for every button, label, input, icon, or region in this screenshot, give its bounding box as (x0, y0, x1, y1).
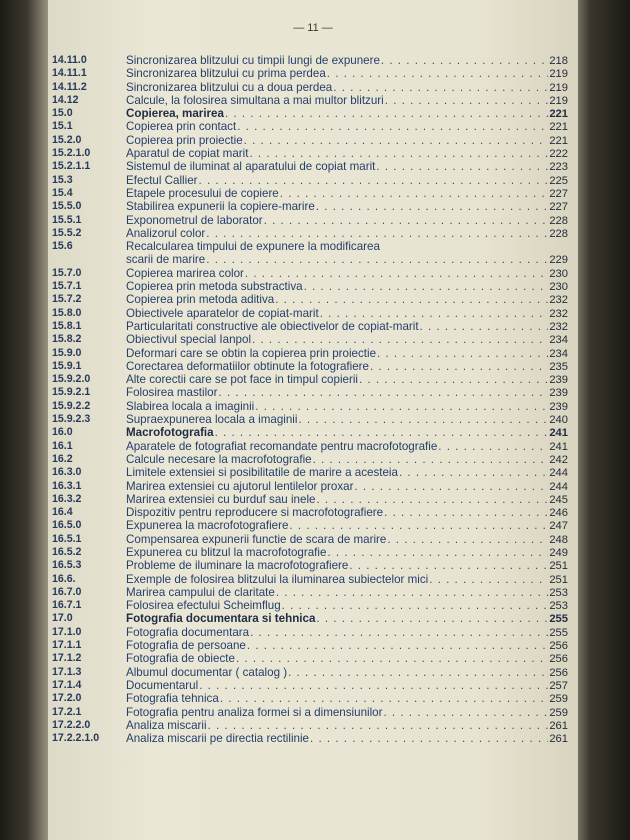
page-number: 259 (549, 706, 568, 719)
section-number: 15.9.2.1 (52, 386, 91, 399)
section-number: 14.11.2 (52, 80, 87, 93)
dot-leader (327, 67, 549, 80)
section-title: Sincronizarea blitzului cu a doua perdea (126, 80, 333, 94)
section-number: 17.1.4 (52, 678, 82, 691)
section-number: 15.7.0 (52, 266, 82, 279)
toc-entry (52, 533, 568, 546)
toc-entry (52, 120, 568, 133)
toc-entry (52, 214, 568, 227)
toc-entry (52, 307, 568, 320)
section-number: 15.2.1.0 (52, 147, 91, 160)
toc-entry (52, 519, 568, 532)
page-number: 221 (549, 121, 568, 134)
toc-entry (52, 147, 568, 160)
section-title: Copierea marirea color (126, 266, 244, 280)
toc-entry (52, 599, 568, 612)
toc-entry (52, 652, 568, 665)
page-number: 248 (549, 533, 568, 546)
page-number: 219 (549, 68, 568, 81)
section-number: 15.2.1.1 (52, 160, 91, 173)
dot-leader (316, 200, 549, 213)
section-title: Dispozitiv pentru reproducere si macrofotografiere (126, 506, 384, 520)
section-title: Deformari care se obtin la copierea prin proiectie (126, 346, 377, 360)
page-number: 241 (549, 427, 568, 440)
toc-entry (52, 480, 568, 493)
dot-leader (298, 413, 548, 426)
toc-entry (52, 227, 568, 240)
section-title: Documentarul (126, 678, 199, 692)
toc-entry (52, 639, 568, 652)
dot-leader (250, 626, 548, 639)
page-number: 221 (549, 134, 568, 147)
section-number: 15.5.2 (52, 226, 82, 239)
section-number: 16.3.2 (52, 492, 82, 505)
page-number: 222 (549, 148, 568, 161)
section-title: Probleme de iluminare la macrofotografiere (126, 559, 349, 573)
section-title: Corectarea deformatiilor obtinute la fotografiere (126, 359, 369, 373)
section-title: Copierea prin contact (126, 120, 237, 134)
page-number: 239 (549, 400, 568, 413)
dot-leader (304, 280, 549, 293)
section-title: Sincronizarea blitzului cu prima perdea (126, 67, 326, 81)
page-number: 240 (549, 414, 568, 427)
toc-entry (52, 94, 568, 107)
dot-leader (370, 360, 548, 373)
section-title: Exponometrul de laborator (126, 213, 263, 227)
page-number: 227 (549, 201, 568, 214)
section-number: 16.3.0 (52, 466, 82, 479)
dot-leader (438, 440, 548, 453)
book-page (48, 0, 578, 840)
section-title-continued: scarii de marire (126, 253, 206, 267)
toc-entry (52, 559, 568, 572)
page-number: 244 (549, 467, 568, 480)
section-number: 15.4 (52, 186, 73, 199)
section-number: 15.7.1 (52, 280, 82, 293)
page-number: 225 (549, 174, 568, 187)
section-number: 16.4 (52, 506, 73, 519)
dot-leader (316, 612, 548, 625)
section-title: Macrofotografia (126, 426, 214, 440)
dot-leader (255, 400, 548, 413)
dot-leader (252, 333, 548, 346)
dot-leader (333, 81, 548, 94)
toc-entry (52, 466, 568, 479)
dot-leader (215, 426, 549, 439)
dot-leader (275, 293, 548, 306)
dot-leader (377, 347, 548, 360)
section-title: Fotografia documentara (126, 625, 250, 639)
section-number: 16.0 (52, 426, 73, 439)
dot-leader (206, 253, 548, 266)
section-title: Analizorul color (126, 226, 206, 240)
dot-leader (247, 639, 548, 652)
page-number: 251 (549, 560, 568, 573)
page-number: 255 (549, 613, 568, 626)
page-number: 239 (549, 374, 568, 387)
page-number: 251 (549, 573, 568, 586)
section-number: 15.9.1 (52, 359, 82, 372)
section-title: Analiza miscarii pe directia rectilinie (126, 732, 309, 746)
section-number: 15.1 (52, 120, 73, 133)
section-title: Calcule necesare la macrofotografie (126, 452, 312, 466)
section-title: Copierea prin metoda aditiva (126, 293, 275, 307)
dot-leader (320, 307, 549, 320)
section-title: Copierea prin metoda substractiva (126, 280, 303, 294)
page-number: 239 (549, 387, 568, 400)
page-number: 261 (549, 733, 568, 746)
section-title: Albumul documentar ( catalog ) (126, 665, 288, 679)
section-title: Expunerea la macrofotografiere (126, 519, 289, 533)
page-number: 256 (549, 653, 568, 666)
page-number: 219 (549, 94, 568, 107)
page-number: 249 (549, 546, 568, 559)
toc-entry (52, 706, 568, 719)
section-title: Analiza miscarii (126, 718, 207, 732)
section-number: 15.9.2.0 (52, 373, 91, 386)
toc-entry (52, 426, 568, 439)
toc-entry (52, 67, 568, 80)
page-number: 245 (549, 493, 568, 506)
section-number: 16.3.1 (52, 479, 82, 492)
section-number: 16.1 (52, 439, 73, 452)
page-number: 232 (549, 307, 568, 320)
toc-entry (52, 626, 568, 639)
toc-entry (52, 440, 568, 453)
section-number: 16.5.3 (52, 559, 82, 572)
section-title: Particularitati constructive ale obiectivelor de copiat-marit (126, 319, 419, 333)
section-number: 16.5.0 (52, 519, 82, 532)
section-number: 15.9.2.2 (52, 399, 91, 412)
page-number: 228 (549, 227, 568, 240)
section-title: Obiectivul special Ianpol (126, 333, 252, 347)
toc-entry (52, 174, 568, 187)
section-number: 15.6 (52, 240, 73, 253)
page-number: 256 (549, 640, 568, 653)
dot-leader (219, 386, 549, 399)
page-number: 234 (549, 334, 568, 347)
toc-entry (52, 373, 568, 386)
toc-entry (52, 320, 568, 333)
section-title: Fotografia pentru analiza formei si a dimensiunilor (126, 705, 383, 719)
dot-leader (383, 706, 548, 719)
section-title: Fotografia de obiecte (126, 652, 235, 666)
section-title: Obiectivele aparatelor de copiat-marit (126, 306, 319, 320)
dot-leader (220, 692, 549, 705)
toc-entry (52, 400, 568, 413)
dot-leader (225, 107, 548, 120)
section-title: Copierea, marirea (126, 107, 224, 121)
section-number: 17.1.2 (52, 652, 82, 665)
dot-leader (237, 120, 548, 133)
dot-leader (313, 453, 549, 466)
page-number: 230 (549, 281, 568, 294)
section-title: Marirea extensiei cu ajutorul lentilelor proxar (126, 479, 354, 493)
section-title: Expunerea cu blitzul la macrofotografie (126, 545, 327, 559)
section-title: Calcule, la folosirea simultana a mai multor blitzuri (126, 93, 384, 107)
toc-entry (52, 546, 568, 559)
page-number: 257 (549, 679, 568, 692)
section-title: Sistemul de iluminat al aparatului de copiat marit (126, 160, 376, 174)
section-number: 17.2.1 (52, 705, 82, 718)
toc-entry (52, 679, 568, 692)
section-number: 15.8.2 (52, 333, 82, 346)
section-number: 14.11.0 (52, 54, 87, 66)
dot-leader (359, 373, 548, 386)
page-number: 244 (549, 480, 568, 493)
section-title: Marirea extensiei cu burduf sau inele (126, 492, 316, 506)
section-number: 15.9.2.3 (52, 413, 91, 426)
dot-leader (399, 466, 548, 479)
dot-leader (420, 320, 549, 333)
dot-leader (208, 719, 549, 732)
dot-leader (354, 480, 548, 493)
toc-entry (52, 612, 568, 625)
toc-entry (52, 692, 568, 705)
page-number: 227 (549, 187, 568, 200)
section-title: Folosirea efectului Scheimflug (126, 599, 281, 613)
toc-entry (52, 360, 568, 373)
toc-entry (52, 719, 568, 732)
page-number: 253 (549, 600, 568, 613)
dot-leader (206, 227, 548, 240)
section-title: Efectul Callier (126, 173, 198, 187)
toc-entry (52, 347, 568, 360)
dot-leader (310, 732, 548, 745)
section-title: Fotografia tehnica (126, 692, 219, 706)
dot-leader (376, 160, 548, 173)
section-number: 16.7.0 (52, 585, 82, 598)
section-number: 16.6. (52, 572, 76, 585)
section-number: 15.5.0 (52, 200, 82, 213)
page-number: 230 (549, 267, 568, 280)
section-number: 16.5.2 (52, 545, 82, 558)
dot-leader (264, 214, 549, 227)
section-number: 14.11.1 (52, 67, 87, 80)
toc-entry (52, 586, 568, 599)
toc-entry (52, 333, 568, 346)
toc-entry (52, 386, 568, 399)
toc-entry (52, 160, 568, 173)
dot-leader (282, 599, 549, 612)
section-title: Marirea campului de claritate (126, 585, 275, 599)
dot-leader (387, 533, 548, 546)
page-number: 247 (549, 520, 568, 533)
dot-leader (289, 519, 548, 532)
section-number: 15.3 (52, 173, 73, 186)
toc-entry (52, 573, 568, 586)
page-number: 221 (549, 108, 568, 121)
section-number: 16.7.1 (52, 599, 82, 612)
section-title: Fotografia de persoane (126, 639, 246, 653)
toc-entry (52, 453, 568, 466)
toc-entry (52, 293, 568, 306)
toc-entry (52, 506, 568, 519)
toc-entry (52, 107, 568, 120)
section-title: Supraexpunerea locala a imaginii (126, 413, 298, 427)
dot-leader (280, 187, 549, 200)
section-number: 17.0 (52, 612, 73, 625)
section-number: 17.2.2.0 (52, 718, 91, 731)
page-number: 253 (549, 586, 568, 599)
dot-leader (327, 546, 548, 559)
dot-leader (249, 147, 548, 160)
dot-leader (276, 586, 548, 599)
page-number: 261 (549, 719, 568, 732)
section-title: Slabirea locala a imaginii (126, 399, 255, 413)
dot-leader (349, 559, 548, 572)
dot-leader (245, 267, 548, 280)
dot-leader (385, 94, 549, 107)
toc-entry (52, 413, 568, 426)
section-number: 15.8.0 (52, 306, 82, 319)
table-of-contents (52, 54, 568, 745)
section-number: 17.2.2.1.0 (52, 732, 100, 745)
section-number: 15.5.1 (52, 213, 82, 226)
dot-leader (244, 134, 549, 147)
dot-leader (381, 54, 548, 67)
section-title: Limitele extensiei si posibilitatile de marire a acesteia (126, 466, 398, 480)
page-number: 219 (549, 81, 568, 94)
page-number: 255 (549, 626, 568, 639)
page-number: 223 (549, 161, 568, 174)
toc-entry (52, 54, 568, 67)
section-title: Etapele procesului de copiere (126, 186, 279, 200)
section-title: Aparatul de copiat marit (126, 147, 249, 161)
page-number: 235 (549, 360, 568, 373)
page-number: 228 (549, 214, 568, 227)
section-title: Compensarea expunerii functie de scara de marire (126, 532, 387, 546)
section-number: 15.9.0 (52, 346, 82, 359)
section-title: Folosirea mastilor (126, 386, 218, 400)
section-title: Sincronizarea blitzului cu timpii lungi de expunere (126, 54, 380, 67)
section-title: Copierea prin proiectie (126, 133, 243, 147)
section-number: 15.2.0 (52, 133, 82, 146)
dot-leader (384, 506, 548, 519)
section-number: 16.5.1 (52, 532, 82, 545)
toc-entry (52, 666, 568, 679)
dot-leader (316, 493, 548, 506)
toc-entry (52, 267, 568, 280)
page-header: — 11 — (293, 22, 333, 34)
toc-entry (52, 134, 568, 147)
dot-leader (236, 652, 548, 665)
section-title: Aparatele de fotografiat recomandate pentru macrofotografie (126, 439, 438, 453)
toc-entry (52, 187, 568, 200)
toc-entry (52, 240, 568, 267)
section-number: 16.2 (52, 452, 73, 465)
page-number: 246 (549, 507, 568, 520)
dot-leader (288, 666, 548, 679)
toc-entry (52, 732, 568, 745)
section-title: Stabilirea expunerii la copiere-marire (126, 200, 315, 214)
toc-entry (52, 200, 568, 213)
section-title: Exemple de folosirea blitzului la iluminarea subiectelor mici (126, 572, 429, 586)
section-title: Alte corectii care se pot face in timpul copierii (126, 373, 358, 387)
section-number: 17.1.3 (52, 665, 82, 678)
section-number: 15.7.2 (52, 293, 82, 306)
toc-entry (52, 493, 568, 506)
section-number: 15.8.1 (52, 319, 82, 332)
page-number: 242 (549, 453, 568, 466)
dot-leader (199, 174, 549, 187)
toc-entry (52, 280, 568, 293)
page-number: 218 (549, 55, 568, 67)
page-number: 232 (549, 294, 568, 307)
page-number: 259 (549, 693, 568, 706)
section-number: 17.1.1 (52, 639, 82, 652)
dot-leader (199, 679, 548, 692)
page-number: 229 (549, 254, 568, 267)
dot-leader (429, 573, 548, 586)
section-title: Fotografia documentara si tehnica (126, 612, 316, 626)
toc-entry (52, 81, 568, 94)
page-number: 234 (549, 347, 568, 360)
page-number: 256 (549, 666, 568, 679)
section-title: Recalcularea timpului de expunere la modificarea (126, 240, 380, 254)
section-number: 15.0 (52, 107, 73, 120)
section-number: 14.12 (52, 93, 79, 106)
section-number: 17.2.0 (52, 692, 82, 705)
section-number: 17.1.0 (52, 625, 82, 638)
page-number: 241 (549, 440, 568, 453)
page-number: 232 (549, 320, 568, 333)
